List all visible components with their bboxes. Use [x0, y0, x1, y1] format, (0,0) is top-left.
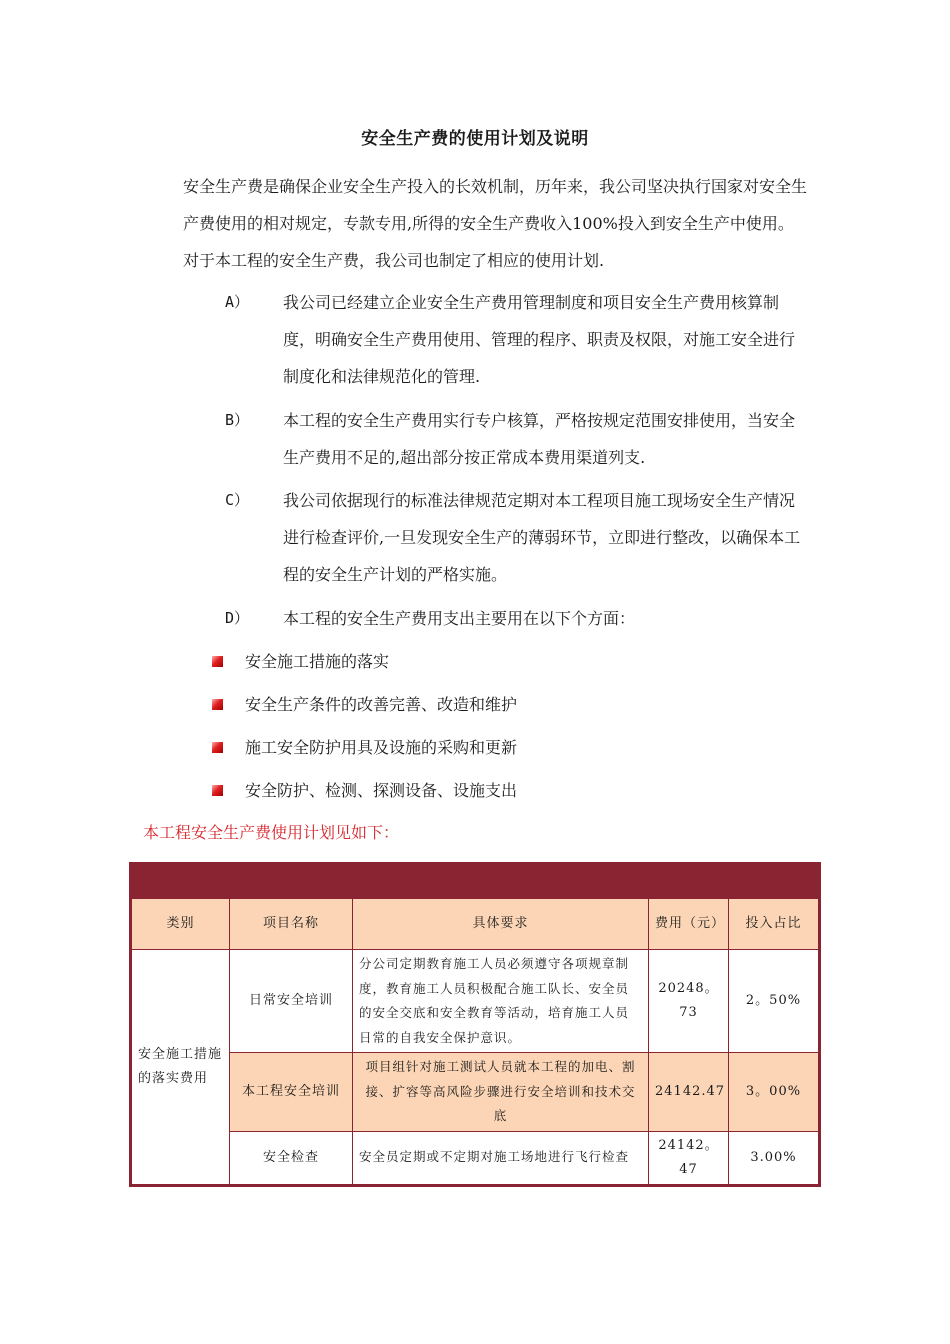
- category-cell: 安全施工措施的落实费用: [132, 950, 230, 1185]
- requirement-cell: 项目组针对施工测试人员就本工程的加电、割接、扩容等高风险步骤进行安全培训和技术交底: [353, 1053, 649, 1132]
- project-cell: 日常安全培训: [230, 950, 353, 1053]
- bullet-text: 安全施工措施的落实: [245, 652, 390, 671]
- table-row: [132, 1131, 819, 1184]
- requirement-cell: 分公司定期教育施工人员必须遵守各项规章制度，教育施工人员积极配合施工队长、安全员的安全交底和安全教育等活动，培育施工人员日常的自我安全保护意识。: [353, 950, 649, 1053]
- item-b-text: 本工程的安全生产费用实行专户核算，严格按规定范围安排使用，当安全生产费用不足的,超出部分按正常成本费用渠道列支.: [283, 411, 796, 467]
- item-b-mark: B）: [225, 411, 250, 429]
- header-cost: 费用（元）: [649, 899, 729, 950]
- cost-cell: 24142.47: [649, 1053, 729, 1132]
- table-header-row: [132, 899, 819, 950]
- red-square-bullet-icon: [212, 699, 223, 710]
- item-a-text: 我公司已经建立企业安全生产费用管理制度和项目安全生产费用核算制度，明确安全生产费用使用、管理的程序、职责及权限，对施工安全进行制度化和法律规范化的管理.: [283, 293, 796, 386]
- item-c-text: 我公司依据现行的标准法律规范定期对本工程项目施工现场安全生产情况进行检查评价,一旦发现安全生产的薄弱环节，立即进行整改，以确保本工程的安全生产计划的严格实施。: [283, 491, 801, 584]
- item-c-mark: C）: [225, 491, 250, 509]
- safety-cost-table: [129, 862, 821, 1187]
- requirement-cell: 安全员定期或不定期对施工场地进行飞行检查: [353, 1131, 649, 1184]
- ratio-cell: 2。50%: [729, 950, 819, 1053]
- header-project: 项目名称: [230, 899, 353, 950]
- bullet-text: 安全防护、检测、探测设备、设施支出: [245, 781, 518, 800]
- header-ratio: 投入占比: [729, 899, 819, 950]
- project-cell: 本工程安全培训: [230, 1053, 353, 1132]
- item-d-text: 本工程的安全生产费用支出主要用在以下个方面：: [283, 609, 636, 628]
- header-requirement: 具体要求: [353, 899, 649, 950]
- project-cell: 安全检查: [230, 1131, 353, 1184]
- intro-paragraph: [143, 168, 808, 279]
- ratio-cell: 3。00%: [729, 1053, 819, 1132]
- item-a-mark: A）: [225, 293, 250, 311]
- plan-heading: 本工程安全生产费使用计划见如下：: [143, 823, 400, 842]
- bullet-text: 施工安全防护用具及设施的采购和更新: [245, 738, 518, 757]
- header-category: 类别: [132, 899, 230, 950]
- intro-text: 安全生产费是确保企业安全生产投入的长效机制，历年来，我公司坚决执行国家对安全生产费使用的相对规定，专款专用,所得的安全生产费收入100%投入到安全生产中使用。对于本工程的安全生产费，我公司也制定了相应的使用计划.: [183, 177, 808, 270]
- cost-cell: 24142。47: [649, 1131, 729, 1184]
- table-row: [132, 1053, 819, 1132]
- document-title: 安全生产费的使用计划及说明: [361, 129, 589, 149]
- red-square-bullet-icon: [212, 742, 223, 753]
- red-square-bullet-icon: [212, 785, 223, 796]
- table-header-bar: [131, 864, 819, 898]
- item-d-mark: D）: [225, 609, 250, 627]
- table-row: [132, 950, 819, 1053]
- red-square-bullet-icon: [212, 656, 223, 667]
- cost-cell: 20248。73: [649, 950, 729, 1053]
- ratio-cell: 3.00%: [729, 1131, 819, 1184]
- bullet-text: 安全生产条件的改善完善、改造和维护: [245, 695, 518, 714]
